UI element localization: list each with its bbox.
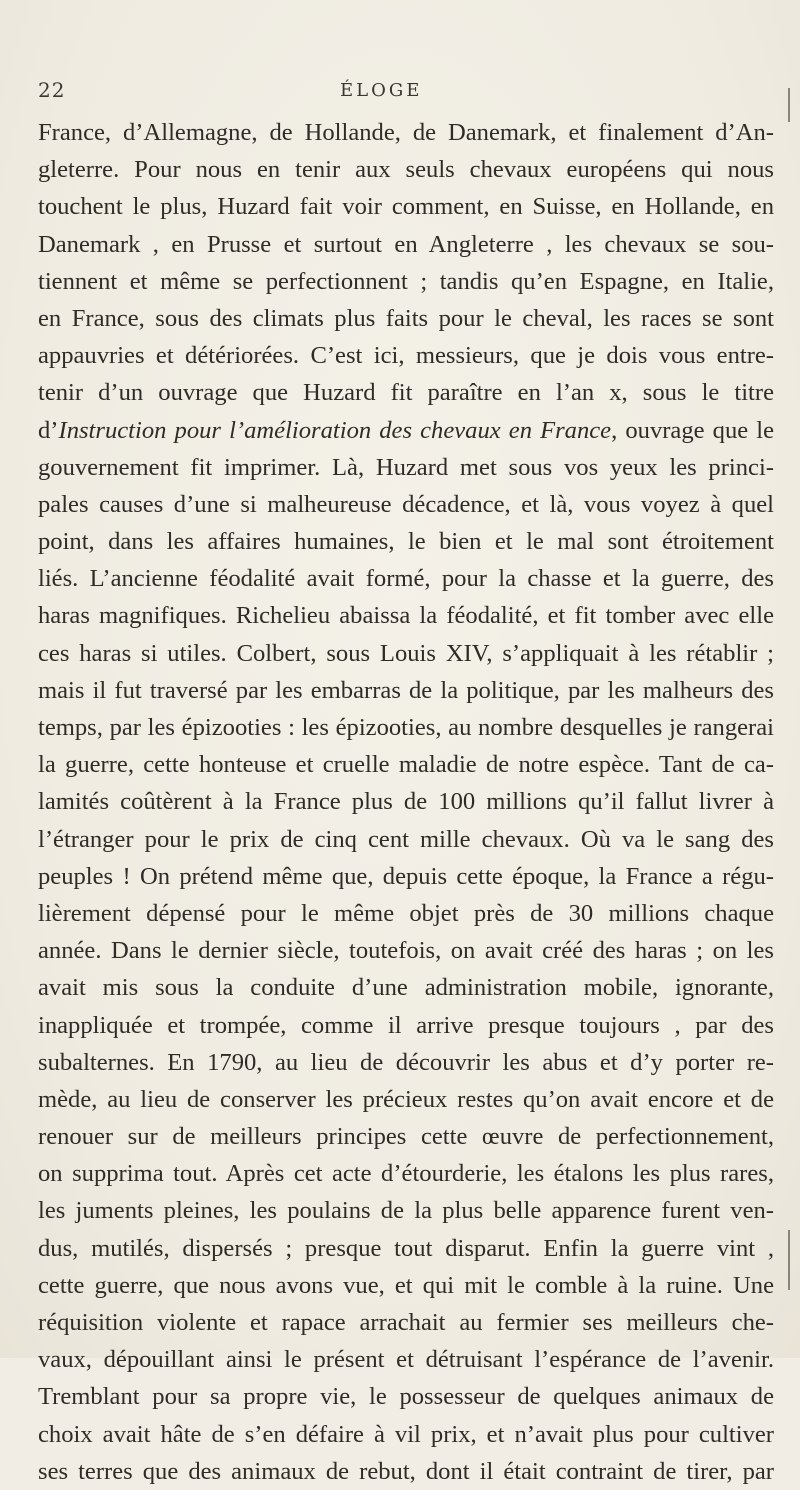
text-line: lièrement dépensé pour le même objet près de 30 millions chaque (38, 899, 774, 927)
text-line: avait mis sous la conduite d’une administration mobile, ignorante, (38, 974, 774, 1002)
text-line: temps, par les épizooties : les épizooties, au nombre desquelles je rangerai (38, 714, 774, 741)
margin-mark-bottom (788, 1230, 790, 1290)
text-line: cette guerre, que nous avons vue, et qui mit le comble à la ruine. Une (38, 1271, 774, 1299)
text-line: tenir d’un ouvrage que Huzard fit paraître en l’an x, sous le titre (38, 379, 774, 407)
margin-mark-top (788, 88, 790, 122)
text-line-with-title (38, 412, 774, 449)
body-text (38, 114, 774, 1490)
text-line: haras magnifiques. Richelieu abaissa la féodalité, et fit tomber avec elle (38, 602, 774, 630)
text-line: France, d’Allemagne, de Hollande, de Danemark, et finalement d’An- (38, 119, 774, 146)
text-line: gleterre. Pour nous en tenir aux seuls chevaux européens qui nous (38, 156, 774, 184)
text-line: en France, sous des climats plus faits pour le cheval, les races se sont (38, 304, 774, 332)
text-line: gouvernement fit imprimer. Là, Huzard met sous vos yeux les princi- (38, 453, 774, 481)
text-line: Danemark , en Prusse et surtout en Angleterre , les chevaux se sou- (38, 230, 774, 258)
text-line: lamités coûtèrent à la France plus de 100 millions qu’il fallut livrer à (38, 788, 774, 816)
text-line: point, dans les affaires humaines, le bien et le mal sont étroitement (38, 528, 774, 556)
text-line: ses terres que des animaux de rebut, dont il était contraint de tirer, par (38, 1457, 774, 1485)
text-line: dus, mutilés, dispersés ; presque tout disparut. Enfin la guerre vint , (38, 1234, 774, 1262)
text-line: pales causes d’une si malheureuse décadence, et là, vous voyez à quel (38, 490, 774, 518)
text-line: peuples ! On prétend même que, depuis cette époque, la France a régu- (38, 862, 774, 890)
text-prefix: d’ (38, 416, 59, 444)
text-line: inappliquée et trompée, comme il arrive presque toujours , par des (38, 1011, 774, 1039)
text-line: touchent le plus, Huzard fait voir comment, en Suisse, en Hollande, en (38, 193, 774, 221)
page-header (38, 78, 778, 114)
text-line: mais il fut traversé par les embarras de la politique, par les malheurs des (38, 676, 774, 704)
text-line: choix avait hâte de s’en défaire à vil prix, et n’avait plus pour cultiver (38, 1420, 774, 1448)
book-title: Instruction pour l’amélioration des chevaux en France (58, 416, 612, 444)
text-line: vaux, dépouillant ainsi le présent et détruisant l’espérance de l’avenir. (38, 1346, 774, 1374)
text-line: réquisition violente et rapace arrachait au fermier ses meilleurs che- (38, 1309, 774, 1336)
running-head: ÉLOGE (340, 80, 423, 101)
text-line: renouer sur de meilleurs principes cette œuvre de perfectionnement, (38, 1123, 774, 1151)
text-line: subalternes. En 1790, au lieu de découvrir les abus et d’y porter re- (38, 1048, 774, 1076)
page-number: 22 (38, 78, 66, 102)
text-suffix: , ouvrage que le (611, 416, 774, 444)
text-line: Tremblant pour sa propre vie, le possesseur de quelques animaux de (38, 1383, 774, 1411)
text-line: on supprima tout. Après cet acte d’étourderie, les étalons les plus rares, (38, 1160, 774, 1188)
text-line: année. Dans le dernier siècle, toutefois, on avait créé des haras ; on les (38, 937, 774, 965)
text-line: appauvries et détériorées. C’est ici, messieurs, que je dois vous entre- (38, 342, 774, 370)
text-line: liés. L’ancienne féodalité avait formé, pour la chasse et la guerre, des (38, 565, 774, 593)
text-line: la guerre, cette honteuse et cruelle maladie de notre espèce. Tant de ca- (38, 751, 774, 779)
text-line: l’étranger pour le prix de cinq cent mille chevaux. Où va le sang des (38, 825, 774, 853)
text-line: ces haras si utiles. Colbert, sous Louis XIV, s’appliquait à les rétablir ; (38, 639, 774, 667)
text-line: les juments pleines, les poulains de la plus belle apparence furent ven- (38, 1197, 774, 1225)
text-line: mède, au lieu de conserver les précieux restes qu’on avait encore et de (38, 1085, 774, 1113)
text-line: tiennent et même se perfectionnent ; tandis qu’en Espagne, en Italie, (38, 267, 774, 295)
